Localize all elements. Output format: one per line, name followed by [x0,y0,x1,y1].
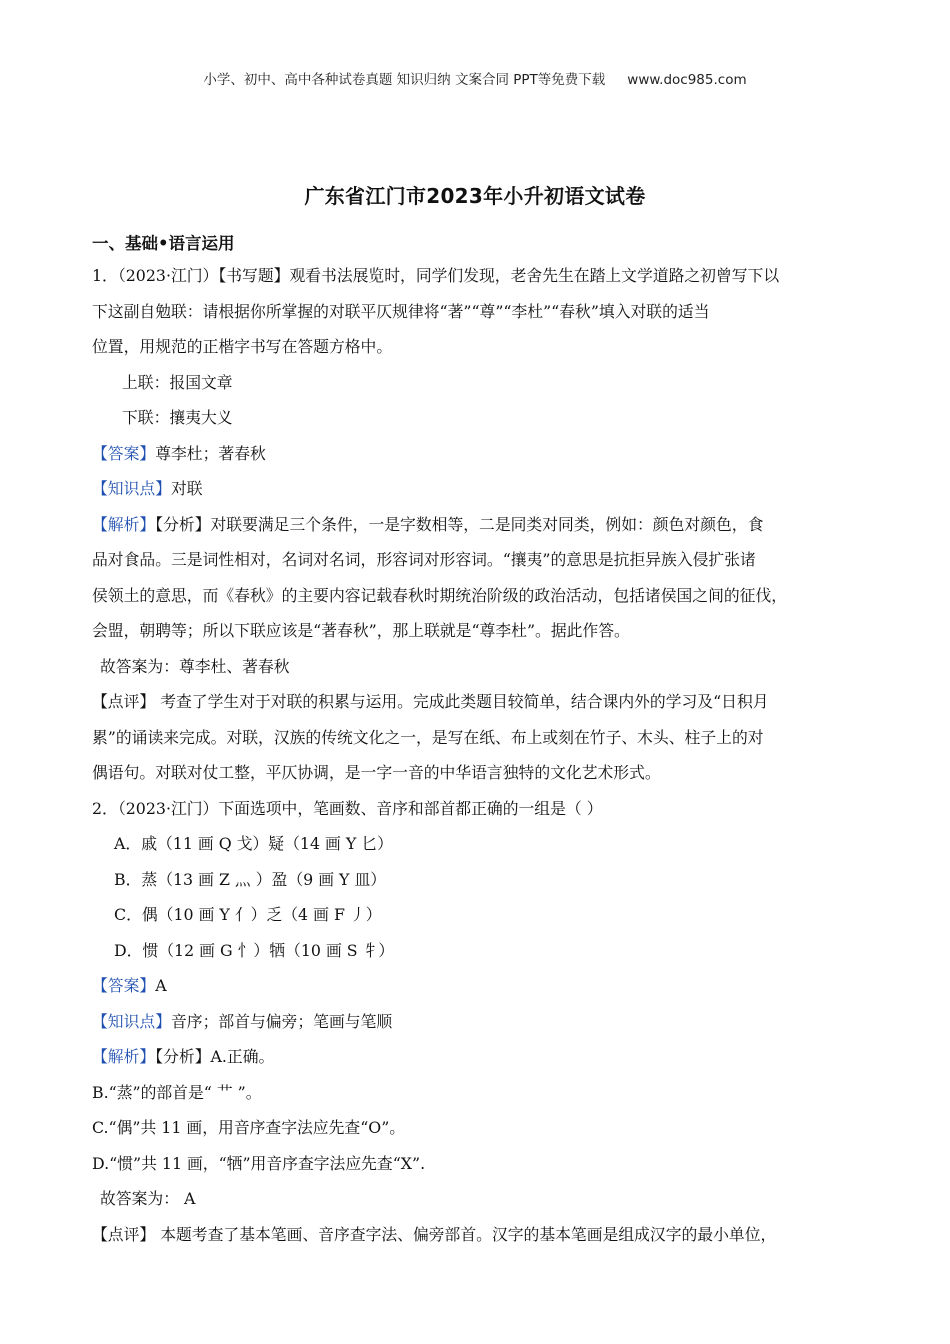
knowledge-point-tag: 【知识点】 [92,1011,171,1031]
knowledge-point-text: 音序；部首与偏旁；笔画与笔顺 [171,1011,393,1031]
answer-text: 尊李杜；著春秋 [155,443,266,463]
page-header [0,68,950,88]
q2-option-c: C．偶（10 画 Y 亻）乏（4 画 F 丿） [114,905,382,924]
q1-analysis-line: 会盟，朝聘等；所以下联应该是“著春秋”，那上联就是“尊李杜”。据此作答。 [92,621,630,640]
q1-answer [92,436,862,472]
q1-stem-line: 位置，用规范的正楷字书写在答题方格中。 [92,337,393,356]
section-heading: 一、基础•语言运用 [92,234,235,253]
answer-tag: 【答案】 [92,976,156,995]
analysis-text: 【分析】对联要满足三个条件，一是字数相等，二是同类对同类，例如：颜色对颜色，食 [155,514,764,534]
q1-comment-line: 累”的诵读来完成。对联，汉族的传统文化之一，是写在纸、布上或刻在竹子、木头、柱子上的对 [92,727,764,747]
q2-knowledge-point [92,1004,862,1040]
knowledge-point-text: 对联 [171,479,203,498]
q2-analysis-d: D.“惯”共 11 画，“牺”用音序查字法应先查“X”. [92,1153,426,1173]
q1-lower-couplet: 下联：攘夷大义 [122,408,233,427]
analysis-text: 【分析】A.正确。 [155,1047,275,1066]
question-2 [92,791,862,1253]
analysis-tag: 【解析】 [92,1047,156,1066]
analysis-tag: 【解析】 [92,514,156,534]
header-site-link[interactable]: www.doc985.com [627,72,747,88]
q1-knowledge-point [92,471,862,507]
q2-analysis-line [92,1039,862,1075]
document-body [92,232,862,1252]
answer-tag: 【答案】 [92,443,156,463]
q2-stem: 2．（2023·江门）下面选项中，笔画数、音序和部首都正确的一组是（ ） [92,798,603,818]
document-title: 广东省江门市2023年小升初语文试卷 [304,184,646,208]
q2-option-a: A．戚（11 画 Q 戈）疑（14 画 Y 匕） [114,834,393,853]
q2-final-answer: 故答案为： A [100,1189,196,1208]
q1-upper-couplet: 上联：报国文章 [122,372,233,392]
q1-analysis-line: 品对食品。三是词性相对，名词对名词，形容词对形容词。“攘夷”的意思是抗拒异族入侵扩张诸 [92,550,756,569]
header-text: 小学、初中、高中各种试卷真题 知识归纳 文案合同 PPT等免费下载 [203,72,606,88]
q2-analysis-c: C.“偶”共 11 画，用音序查字法应先查“O”。 [92,1118,406,1137]
q1-analysis-line [92,507,862,543]
question-1 [92,258,862,791]
q2-analysis-b: B.“蒸”的部首是“ 艹 ”。 [92,1082,262,1102]
q2-option-d: D．惯（12 画 G 忄）牺（10 画 S 牜） [114,940,395,960]
q2-comment-line: 【点评】 本题考查了基本笔画、音序查字法、偏旁部首。汉字的基本笔画是组成汉字的最小单位， [92,1224,777,1244]
q1-stem-line: 1．（2023·江门）【书写题】观看书法展览时，同学们发现，老舍先生在踏上文学道路之初曾写下以 [92,266,780,285]
q1-comment-line: 【点评】 考查了学生对于对联的积累与运用。完成此类题目较简单，结合课内外的学习及“日积月 [92,692,769,711]
knowledge-point-tag: 【知识点】 [92,479,171,498]
q1-final-answer: 故答案为：尊李杜、著春秋 [100,656,290,676]
q2-option-b: B．蒸（13 画 Z 灬 ）盈（9 画 Y 皿） [114,869,387,889]
q2-answer [92,968,862,1004]
q1-stem-line: 下这副自勉联：请根据你所掌握的对联平仄规律将“著”“尊”“李杜”“春秋”填入对联的适当 [92,301,710,321]
q1-analysis-line: 侯领土的意思，而《春秋》的主要内容记载春秋时期统治阶级的政治活动，包括诸侯国之间的征伐， [92,585,788,605]
answer-text: A [155,976,167,995]
q1-comment-line: 偶语句。对联对仗工整，平仄协调，是一字一音的中华语言独特的文化艺术形式。 [92,763,661,782]
